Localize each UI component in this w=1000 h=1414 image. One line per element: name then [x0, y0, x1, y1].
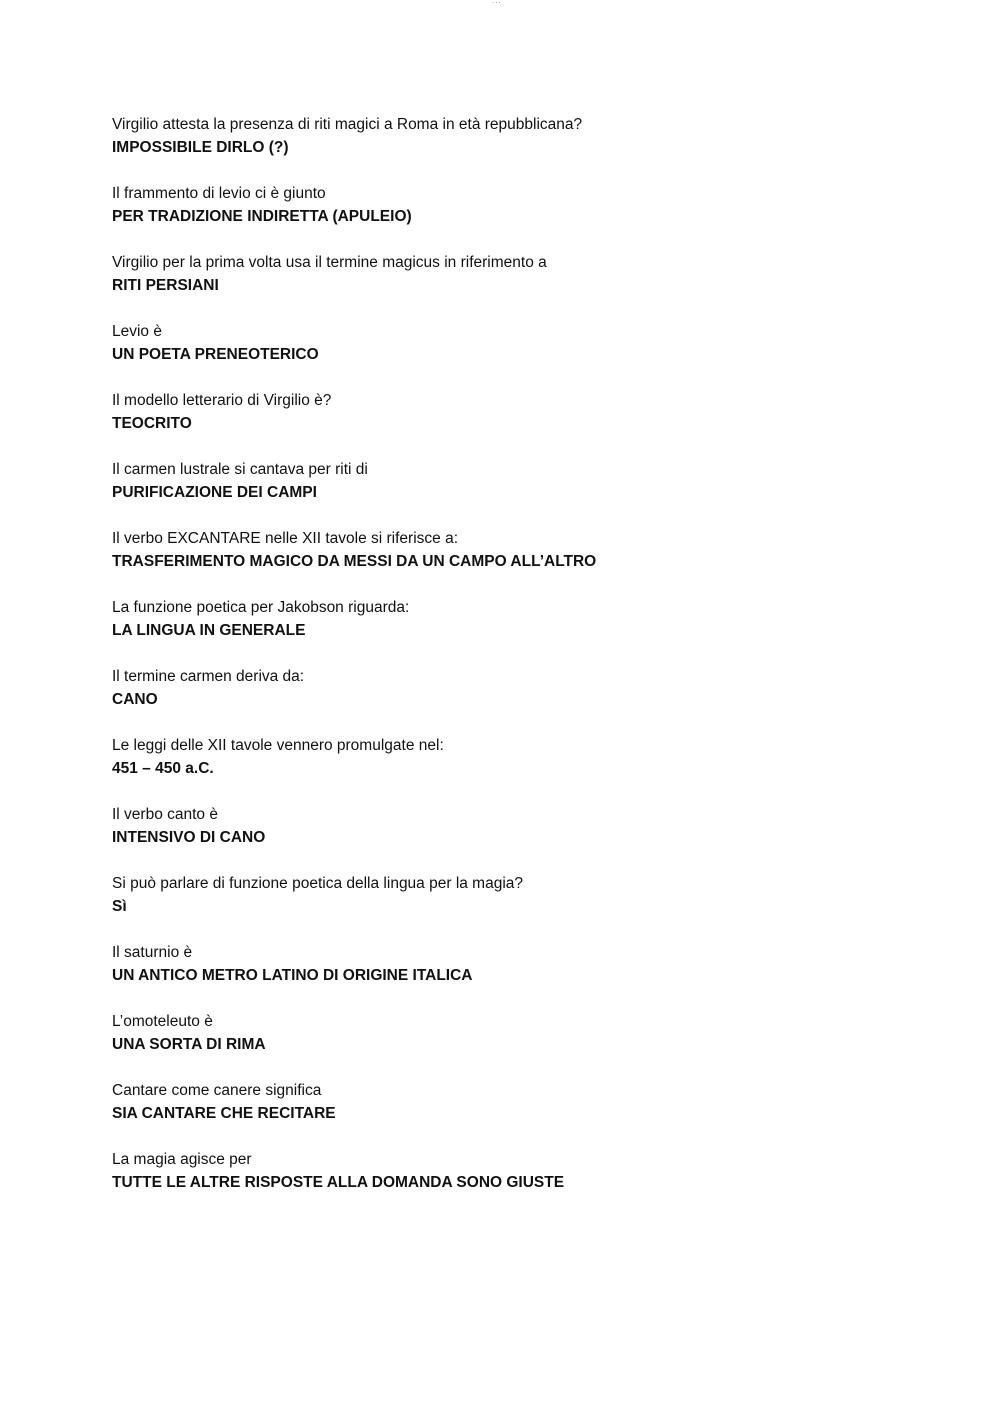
qa-item-12 [112, 872, 932, 918]
question-text: Il carmen lustrale si cantava per riti di [112, 461, 368, 478]
answer-text: IMPOSSIBILE DIRLO (?) [112, 139, 289, 156]
question-text: Il termine carmen deriva da: [112, 668, 305, 685]
answer-text: LA LINGUA IN GENERALE [112, 622, 306, 639]
answer-text: UNA SORTA DI RIMA [112, 1036, 266, 1053]
answer-text: INTENSIVO DI CANO [112, 829, 266, 846]
qa-item-6 [112, 458, 932, 504]
question-text: La funzione poetica per Jakobson riguarda: [112, 599, 410, 616]
answer-text: CANO [112, 691, 158, 708]
header-mark: ... [492, 0, 502, 5]
question-text: L’omoteleuto è [112, 1013, 213, 1030]
qa-item-4 [112, 320, 932, 366]
question-text: Cantare come canere significa [112, 1082, 322, 1099]
qa-list [112, 113, 932, 1217]
question-text: Si può parlare di funzione poetica della lingua per la magia? [112, 875, 524, 892]
answer-text: UN POETA PRENEOTERICO [112, 346, 319, 363]
answer-text: RITI PERSIANI [112, 277, 219, 294]
question-text: Il frammento di levio ci è giunto [112, 185, 326, 202]
answer-text: TRASFERIMENTO MAGICO DA MESSI DA UN CAMPO ALL’ALTRO [112, 553, 597, 570]
answer-text: Sì [112, 898, 127, 915]
qa-item-14 [112, 1010, 932, 1056]
qa-item-5 [112, 389, 932, 435]
answer-text: TUTTE LE ALTRE RISPOSTE ALLA DOMANDA SONO GIUSTE [112, 1174, 565, 1191]
question-text: Il saturnio è [112, 944, 193, 961]
qa-item-16 [112, 1148, 932, 1194]
question-text: Il verbo canto è [112, 806, 218, 823]
answer-text: UN ANTICO METRO LATINO DI ORIGINE ITALICA [112, 967, 473, 984]
qa-item-10 [112, 734, 932, 780]
qa-item-11 [112, 803, 932, 849]
qa-item-7 [112, 527, 932, 573]
answer-text: PER TRADIZIONE INDIRETTA (APULEIO) [112, 208, 412, 225]
question-text: La magia agisce per [112, 1151, 252, 1168]
qa-item-8 [112, 596, 932, 642]
question-text: Le leggi delle XII tavole vennero promulgate nel: [112, 737, 444, 754]
question-text: Virgilio attesta la presenza di riti magici a Roma in età repubblicana? [112, 116, 583, 133]
question-text: Levio è [112, 323, 162, 340]
answer-text: PURIFICAZIONE DEI CAMPI [112, 484, 317, 501]
answer-text: TEOCRITO [112, 415, 192, 432]
question-text: Il verbo EXCANTARE nelle XII tavole si riferisce a: [112, 530, 459, 547]
qa-item-13 [112, 941, 932, 987]
answer-text: SIA CANTARE CHE RECITARE [112, 1105, 336, 1122]
qa-item-1 [112, 113, 932, 159]
qa-item-2 [112, 182, 932, 228]
answer-text: 451 – 450 a.C. [112, 760, 214, 777]
qa-item-3 [112, 251, 932, 297]
qa-item-15 [112, 1079, 932, 1125]
question-text: Virgilio per la prima volta usa il termine magicus in riferimento a [112, 254, 547, 271]
qa-item-9 [112, 665, 932, 711]
question-text: Il modello letterario di Virgilio è? [112, 392, 332, 409]
